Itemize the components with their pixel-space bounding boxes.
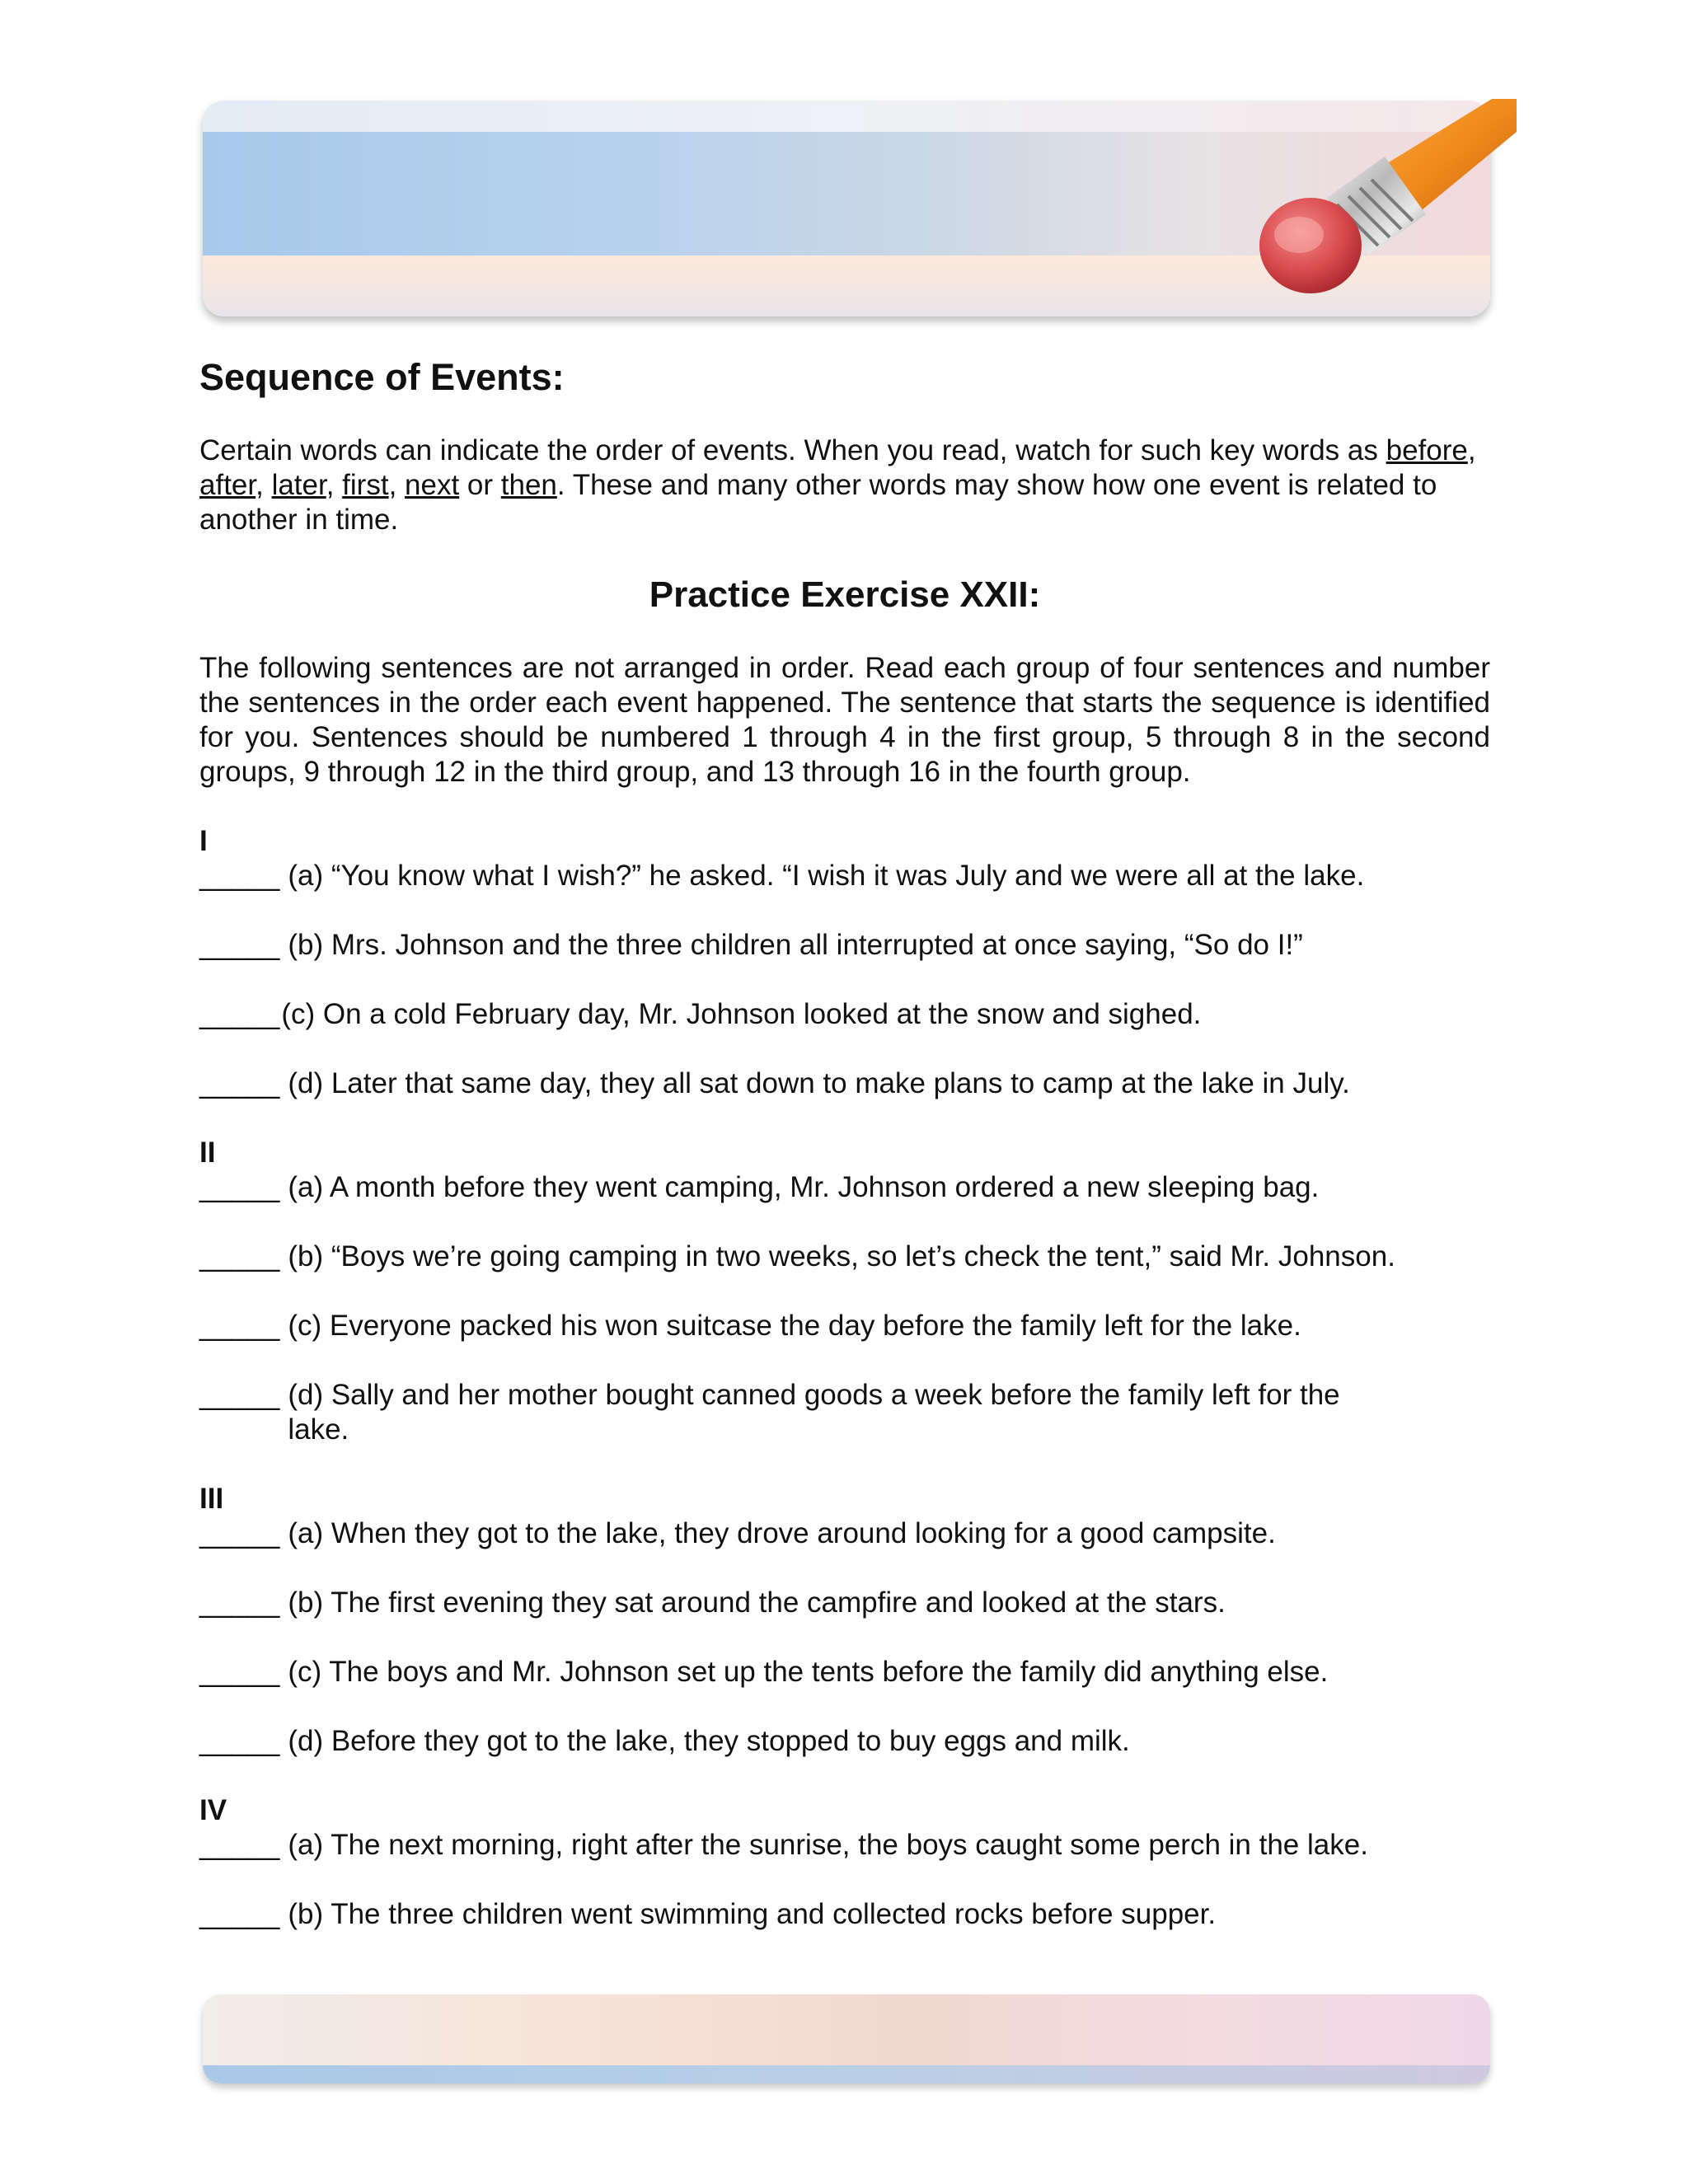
sentence-text: (a) When they got to the lake, they drove around looking for a good campsite.: [288, 1517, 1276, 1549]
list-item: [199, 1586, 1490, 1620]
answer-blank[interactable]: _____: [199, 1829, 280, 1861]
sentence-text: (b) The first evening they sat around the campfire and looked at the stars.: [288, 1586, 1226, 1619]
answer-blank[interactable]: _____: [199, 1656, 280, 1688]
list-item: [199, 1309, 1490, 1343]
keyword-after: after: [199, 469, 256, 501]
sentence-text: (d) Sally and her mother bought canned goods a week before the family left for the lake.: [288, 1379, 1340, 1446]
answer-blank[interactable]: _____: [199, 998, 280, 1030]
list-item: [199, 1516, 1490, 1551]
intro-text: Certain words can indicate the order of events. When you read, watch for such key words as: [199, 434, 1386, 466]
answer-blank[interactable]: _____: [199, 1517, 280, 1549]
list-item: [199, 1724, 1490, 1759]
list-item: [199, 1897, 1490, 1932]
footer-banner: [203, 1994, 1490, 2083]
sentence-text: (c) Everyone packed his won suitcase the day before the family left for the lake.: [288, 1310, 1301, 1342]
sentence-text: (c) The boys and Mr. Johnson set up the tents before the family did anything else.: [288, 1656, 1329, 1688]
answer-blank[interactable]: _____: [199, 1725, 280, 1757]
keyword-then: then: [500, 469, 557, 501]
separator: ,: [326, 469, 343, 501]
group-label: III: [199, 1483, 224, 1515]
instructions-paragraph: The following sentences are not arranged in order. Read each group of four sentences and number the sentences in the order each event happened. The sentence that starts the sequence is identified for you. Sentences should be numbered 1 through 4 in the first group, 5 through 8 in the second groups, 9 through 12 in the third group, and 13 through 16 in the fourth group.: [199, 652, 1490, 788]
sentence-text: (b) The three children went swimming and collected rocks before supper.: [288, 1898, 1217, 1930]
list-item: [199, 1378, 1490, 1447]
group-label: IV: [199, 1794, 227, 1826]
worksheet-content: [199, 354, 1490, 1966]
answer-blank[interactable]: _____: [199, 1898, 280, 1930]
intro-paragraph: [199, 434, 1490, 537]
sentence-text: (a) A month before they went camping, Mr. Johnson ordered a new sleeping bag.: [288, 1171, 1320, 1203]
intro-text: . These and many other words may show how one event is related to another in time.: [199, 469, 1437, 536]
question-group-2: [199, 1136, 1490, 1447]
list-item: [199, 997, 1490, 1032]
answer-blank[interactable]: _____: [199, 1310, 280, 1342]
question-group-1: [199, 824, 1490, 1101]
sentence-text: (b) Mrs. Johnson and the three children all interrupted at once saying, “So do I!”: [288, 929, 1303, 961]
answer-blank[interactable]: _____: [199, 1379, 280, 1411]
list-item: [199, 1655, 1490, 1690]
answer-blank[interactable]: _____: [199, 1171, 280, 1203]
list-item: [199, 1240, 1490, 1274]
separator: ,: [388, 469, 406, 501]
sentence-text: (a) The next morning, right after the sunrise, the boys caught some perch in the lake.: [288, 1829, 1368, 1861]
keyword-before: before: [1386, 434, 1468, 466]
list-item: [199, 1066, 1490, 1101]
keyword-next: next: [405, 469, 460, 501]
sentence-text: (d) Before they got to the lake, they stopped to buy eggs and milk.: [288, 1725, 1130, 1757]
answer-blank[interactable]: _____: [199, 860, 280, 892]
answer-blank[interactable]: _____: [199, 929, 280, 961]
list-item: [199, 859, 1490, 893]
footer-blue-band: [203, 2065, 1490, 2083]
sentence-text: (d) Later that same day, they all sat down to make plans to camp at the lake in July.: [288, 1067, 1350, 1099]
list-item: [199, 928, 1490, 963]
pencil-eraser-icon: [1220, 99, 1517, 321]
question-group-4: [199, 1793, 1490, 1932]
answer-blank[interactable]: _____: [199, 1240, 280, 1272]
sentence-text: (a) “You know what I wish?” he asked. “I wish it was July and we were all at the lake.: [288, 860, 1365, 892]
group-label: I: [199, 825, 208, 857]
question-group-3: [199, 1482, 1490, 1759]
list-item: [199, 1170, 1490, 1205]
sentence-text: (c) On a cold February day, Mr. Johnson looked at the snow and sighed.: [281, 998, 1202, 1030]
separator: ,: [1467, 434, 1476, 466]
separator: or: [459, 469, 501, 501]
sentence-text: (b) “Boys we’re going camping in two weeks, so let’s check the tent,” said Mr. Johnson.: [288, 1240, 1395, 1272]
list-item: [199, 1828, 1490, 1863]
page-title: Sequence of Events:: [199, 356, 565, 398]
keyword-first: first: [342, 469, 389, 501]
separator: ,: [256, 469, 272, 501]
group-label: II: [199, 1137, 216, 1169]
exercise-title: Practice Exercise XXII:: [649, 574, 1041, 615]
answer-blank[interactable]: _____: [199, 1586, 280, 1619]
answer-blank[interactable]: _____: [199, 1067, 280, 1099]
keyword-later: later: [271, 469, 326, 501]
